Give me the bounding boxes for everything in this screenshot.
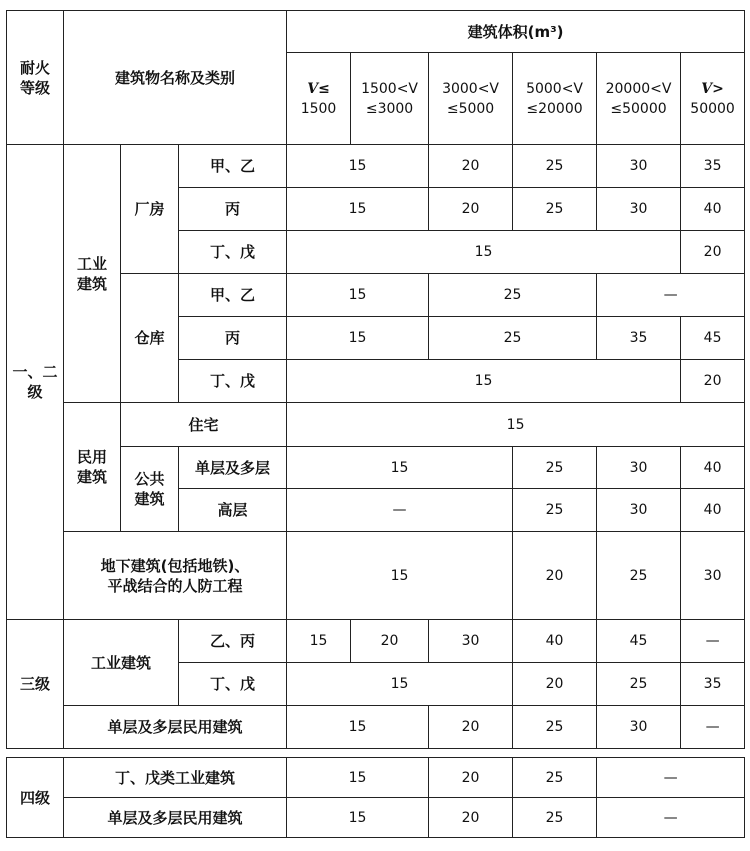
table-cell: 45 xyxy=(681,317,745,360)
table-cell: 15 xyxy=(287,231,681,274)
fire-spacing-table xyxy=(6,10,745,838)
table-cell: 15 xyxy=(287,360,681,403)
table-cell: 30 xyxy=(681,532,745,620)
grade-4: 四级 xyxy=(7,758,64,838)
table-cell: 30 xyxy=(597,188,681,231)
table-cell: 15 xyxy=(287,663,513,706)
table-cell: 40 xyxy=(681,188,745,231)
public-label: 公共 建筑 xyxy=(121,447,179,532)
table-cell: 20 xyxy=(513,532,597,620)
table-cell: 30 xyxy=(597,145,681,188)
class-label: 丁、戊 xyxy=(179,231,287,274)
table-cell: 15 xyxy=(287,532,513,620)
table-cell: 15 xyxy=(287,706,429,749)
table-cell: — xyxy=(597,274,745,317)
table-cell: 40 xyxy=(681,489,745,532)
g4-industrial-label: 丁、戊类工业建筑 xyxy=(64,758,287,798)
table-cell: 20 xyxy=(429,706,513,749)
range-header: 1500<V ≤3000 xyxy=(351,53,429,145)
g3-civil-label: 单层及多层民用建筑 xyxy=(64,706,287,749)
table-cell: 20 xyxy=(351,620,429,663)
table-cell: 15 xyxy=(287,403,745,447)
table-cell: 30 xyxy=(597,706,681,749)
grade-3: 三级 xyxy=(7,620,64,749)
warehouse-label: 仓库 xyxy=(121,274,179,403)
table-cell: 15 xyxy=(287,317,429,360)
table-cell: 15 xyxy=(287,447,513,489)
g3-industrial-label: 工业建筑 xyxy=(64,620,179,706)
volume-header: 建筑体积(m³) xyxy=(287,11,745,53)
table-cell: 25 xyxy=(513,798,597,838)
table-cell: 20 xyxy=(429,798,513,838)
range-header: 3000<V ≤5000 xyxy=(429,53,513,145)
table-cell: 35 xyxy=(597,317,681,360)
table-cell: 30 xyxy=(597,447,681,489)
table-cell: 20 xyxy=(513,663,597,706)
table-cell: 40 xyxy=(513,620,597,663)
table-cell: 35 xyxy=(681,663,745,706)
table-cell: — xyxy=(597,758,745,798)
table-cell: — xyxy=(681,706,745,749)
grade-1-2: 一、二 级 xyxy=(7,145,64,620)
residence-label: 住宅 xyxy=(121,403,287,447)
table-cell: 25 xyxy=(597,532,681,620)
table-cell: 25 xyxy=(513,447,597,489)
range-header: V≤ 1500 xyxy=(287,53,351,145)
table-cell: 25 xyxy=(597,663,681,706)
single-multi-label: 单层及多层 xyxy=(179,447,287,489)
g4-civil-label: 单层及多层民用建筑 xyxy=(64,798,287,838)
table-cell: 25 xyxy=(513,489,597,532)
range-header: 20000<V ≤50000 xyxy=(597,53,681,145)
class-label: 丙 xyxy=(179,317,287,360)
table-cell: 25 xyxy=(513,758,597,798)
table-gap xyxy=(7,749,745,758)
table-cell: — xyxy=(681,620,745,663)
building-name-header: 建筑物名称及类别 xyxy=(64,11,287,145)
civil-label: 民用 建筑 xyxy=(64,403,121,532)
class-label: 乙、丙 xyxy=(179,620,287,663)
table-cell: 35 xyxy=(681,145,745,188)
fire-rating-header: 耐火 等级 xyxy=(7,11,64,145)
highrise-label: 高层 xyxy=(179,489,287,532)
table-cell: — xyxy=(597,798,745,838)
table-cell: 25 xyxy=(513,706,597,749)
table-cell: 15 xyxy=(287,145,429,188)
range-header: 5000<V ≤20000 xyxy=(513,53,597,145)
table-cell: 30 xyxy=(597,489,681,532)
factory-label: 厂房 xyxy=(121,145,179,274)
table-cell: 20 xyxy=(429,145,513,188)
class-label: 丁、戊 xyxy=(179,360,287,403)
table-cell: 15 xyxy=(287,798,429,838)
table-cell: 30 xyxy=(429,620,513,663)
underground-label: 地下建筑(包括地铁)、 平战结合的人防工程 xyxy=(64,532,287,620)
table-cell: 25 xyxy=(429,317,597,360)
class-label: 甲、乙 xyxy=(179,145,287,188)
table-cell: 20 xyxy=(429,758,513,798)
table-cell: 15 xyxy=(287,274,429,317)
range-header: V> 50000 xyxy=(681,53,745,145)
table-cell: 20 xyxy=(681,360,745,403)
table-cell: 25 xyxy=(429,274,597,317)
class-label: 丁、戊 xyxy=(179,663,287,706)
table-cell: — xyxy=(287,489,513,532)
class-label: 甲、乙 xyxy=(179,274,287,317)
table-cell: 45 xyxy=(597,620,681,663)
industrial-label: 工业 建筑 xyxy=(64,145,121,403)
table-cell: 20 xyxy=(681,231,745,274)
table-cell: 20 xyxy=(429,188,513,231)
table-cell: 40 xyxy=(681,447,745,489)
table-cell: 15 xyxy=(287,188,429,231)
class-label: 丙 xyxy=(179,188,287,231)
table-cell: 25 xyxy=(513,145,597,188)
table-cell: 15 xyxy=(287,620,351,663)
table-cell: 25 xyxy=(513,188,597,231)
table-cell: 15 xyxy=(287,758,429,798)
